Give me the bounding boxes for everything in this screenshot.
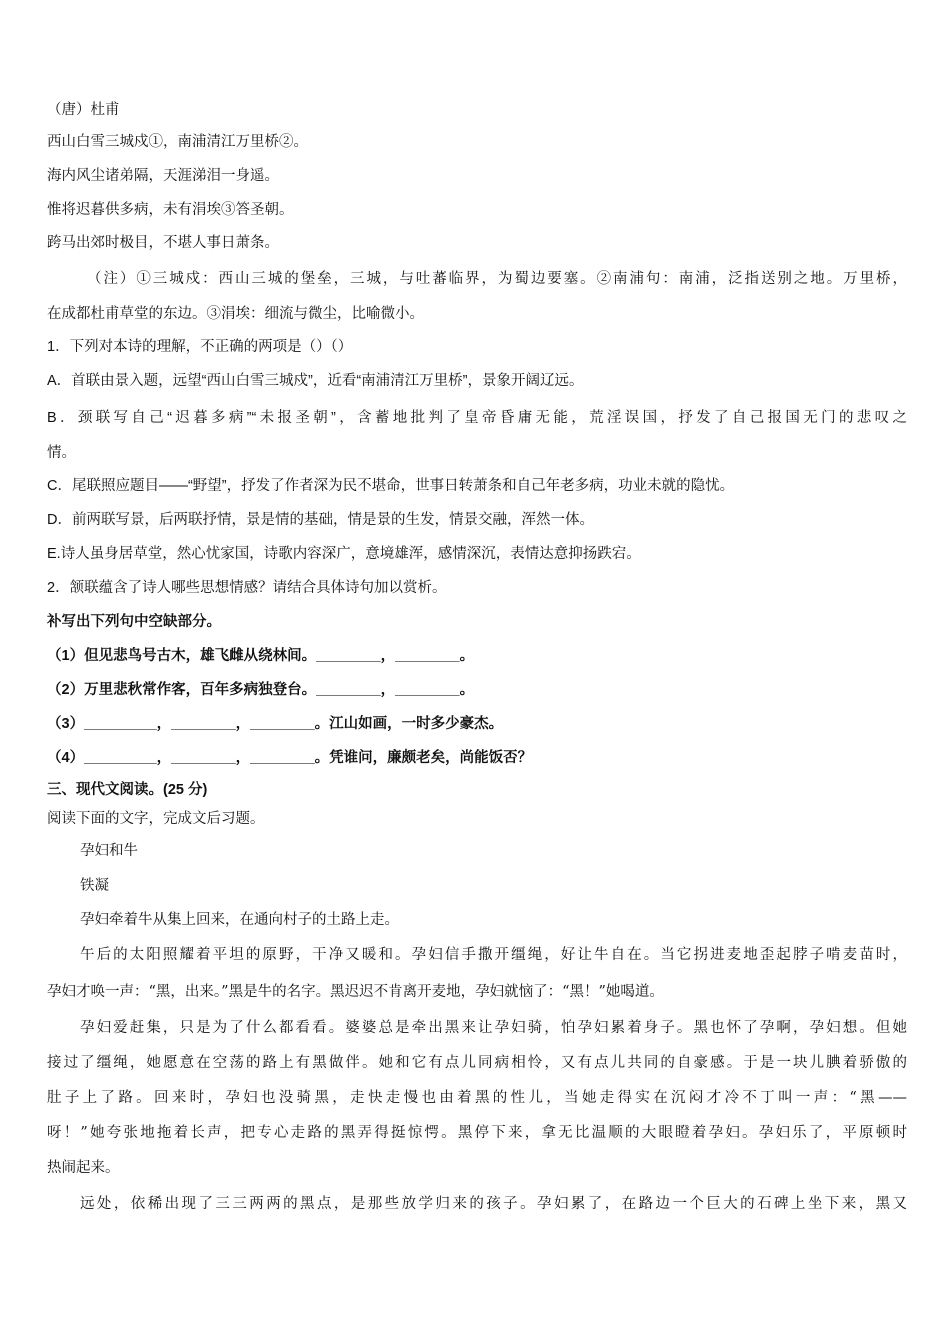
section-heading: 三、现代文阅读。(25 分) [47, 782, 208, 798]
question-2: 2．颔联蕴含了诗人哪些思想情感？请结合具体诗句加以赏析。 [47, 580, 447, 596]
poem-line: 跨马出郊时极目，不堪人事日萧条。 [47, 235, 279, 251]
story-paragraph: 孕妇爱赶集，只是为了什么都看看。婆婆总是牵出黑来让孕妇骑，怕孕妇累着身子。黑也怀了孕啊，孕妇想。但她 [80, 1020, 907, 1036]
story-paragraph-cont: 孕妇才唤一声：“黑，出来。”黑是牛的名字。黑迟迟不肯离开麦地，孕妇就恼了：“黑！”她喝道。 [47, 984, 664, 1000]
document-page [47, 96, 907, 1222]
fill-title: 补写出下列句中空缺部分。 [47, 614, 221, 630]
poem-note-cont: 在成都杜甫草堂的东边。③涓埃：细流与微尘，比喻微小。 [47, 306, 424, 322]
section-instruction: 阅读下面的文字，完成文后习题。 [47, 811, 265, 827]
option-e: E.诗人虽身居草堂，然心忧家国，诗歌内容深广，意境雄浑，感情深沉，表情达意抑扬跌宕。 [47, 546, 641, 562]
poem-line: 海内风尘诸弟隔，天涯涕泪一身遥。 [47, 168, 279, 184]
poem-author: （唐）杜甫 [47, 102, 120, 118]
poem-line: 惟将迟暮供多病，未有涓埃③答圣朝。 [47, 202, 294, 218]
option-d: D．前两联写景，后两联抒情，景是情的基础，情是景的生发，情景交融，浑然一体。 [47, 512, 594, 528]
story-paragraph-cont: 肚子上了路。回来时，孕妇也没骑黑，走快走慢也由着黑的性儿，当她走得实在沉闷才冷不丁叫一声：“黑—— [47, 1090, 907, 1106]
option-b: B．颈联写自己“迟暮多病”“未报圣朝”，含蓄地批判了皇帝昏庸无能，荒淫误国，抒发了自己报国无门的悲叹之 [47, 410, 907, 426]
option-c: C．尾联照应题目——“野望”，抒发了作者深为民不堪命，世事日转萧条和自己年老多病，功业未就的隐忧。 [47, 478, 735, 494]
story-paragraph-cont: 呀！”她夸张地拖着长声，把专心走路的黑弄得挺惊愕。黑停下来，拿无比温顺的大眼瞪着孕妇。孕妇乐了，平原顿时 [47, 1125, 907, 1141]
option-b-cont: 情。 [47, 445, 76, 461]
fill-item: （4）_________，________，________。凭谁问，廉颇老矣，尚能饭否？ [47, 750, 533, 766]
fill-item: （1）但见悲鸟号古木，雄飞雌从绕林间。________，________。 [47, 648, 475, 664]
story-paragraph-cont: 接过了缰绳，她愿意在空荡的路上有黑做伴。她和它有点儿同病相怜，又有点儿共同的自豪感。于是一块儿腆着骄傲的 [47, 1055, 907, 1071]
fill-item: （2）万里悲秋常作客，百年多病独登台。________，________。 [47, 682, 475, 698]
fill-item: （3）_________，________，________。江山如画，一时多少豪杰。 [47, 716, 504, 732]
question-1-stem: 1．下列对本诗的理解，不正确的两项是（）（） [47, 339, 353, 355]
story-title: 孕妇和牛 [80, 843, 138, 859]
story-paragraph-cont: 热闹起来。 [47, 1160, 120, 1176]
story-author: 铁凝 [80, 878, 109, 894]
poem-note: （注）①三城戍：西山三城的堡垒，三城，与吐蕃临界，为蜀边要塞。②南浦句：南浦，泛指送别之地。万里桥， [87, 271, 907, 287]
option-a: A．首联由景入题，远望“西山白雪三城戍”，近看“南浦清江万里桥”，景象开阔辽远。 [47, 373, 584, 389]
story-paragraph: 远处，依稀出现了三三两两的黑点，是那些放学归来的孩子。孕妇累了，在路边一个巨大的石碑上坐下来，黑又 [80, 1196, 907, 1212]
story-paragraph: 午后的太阳照耀着平坦的原野，干净又暖和。孕妇信手撒开缰绳，好让牛自在。当它拐进麦地歪起脖子啃麦苗时， [80, 947, 907, 963]
story-paragraph: 孕妇牵着牛从集上回来，在通向村子的土路上走。 [80, 912, 399, 928]
poem-line: 西山白雪三城戍①，南浦清江万里桥②。 [47, 134, 308, 150]
